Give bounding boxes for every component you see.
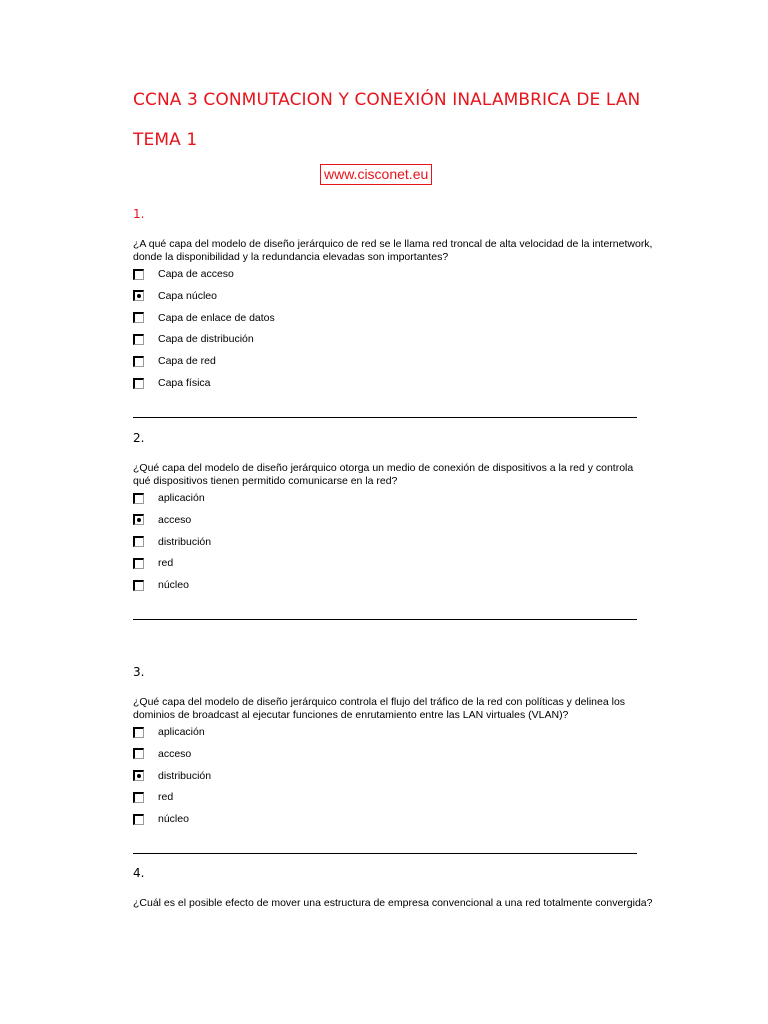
question-divider [133, 417, 637, 418]
radio-unselected-icon[interactable] [133, 378, 144, 389]
question-text: ¿A qué capa del modelo de diseño jerárquico de red se le llama red troncal de alta velocidad de la internetwork, donde la disponibilidad y la redundancia elevadas son importantes? [133, 238, 653, 263]
website-link[interactable]: www.cisconet.eu [320, 164, 432, 185]
answer-option[interactable] [133, 769, 211, 783]
radio-unselected-icon[interactable] [133, 558, 144, 569]
question-text: ¿Cuál es el posible efecto de mover una estructura de empresa convencional a una red totalmente convergida? [133, 897, 653, 909]
question-number: 2. [133, 431, 145, 445]
radio-unselected-icon[interactable] [133, 814, 144, 825]
radio-unselected-icon[interactable] [133, 580, 144, 591]
radio-unselected-icon[interactable] [133, 792, 144, 803]
answer-option[interactable] [133, 725, 205, 739]
radio-selected-icon[interactable] [133, 514, 144, 525]
answer-option-label: acceso [158, 513, 192, 526]
answer-option[interactable] [133, 267, 234, 281]
question-divider [133, 619, 637, 620]
answer-option[interactable] [133, 354, 216, 368]
answer-option[interactable] [133, 535, 211, 549]
answer-option-label: aplicación [158, 726, 205, 738]
answer-option-label: Capa física [158, 377, 211, 389]
radio-unselected-icon[interactable] [133, 493, 144, 504]
radio-selected-icon[interactable] [133, 770, 144, 781]
answer-option-label: núcleo [158, 579, 189, 592]
question-text: ¿Qué capa del modelo de diseño jerárquico controla el flujo del tráfico de la red con políticas y delinea los dominios de broadcast al ejecutar funciones de enrutamiento entre las LAN virtuales (VLAN)? [133, 696, 626, 721]
answer-option[interactable] [133, 812, 189, 826]
answer-option-label: Capa de acceso [158, 268, 234, 280]
document-subtitle: TEMA 1 [133, 130, 198, 150]
answer-option[interactable] [133, 790, 173, 804]
question-number: 3. [133, 665, 145, 679]
radio-unselected-icon[interactable] [133, 334, 144, 345]
answer-option[interactable] [133, 491, 205, 505]
answer-option[interactable] [133, 289, 217, 303]
answer-option[interactable] [133, 556, 173, 570]
answer-option-label: Capa de red [158, 355, 216, 368]
answer-option[interactable] [133, 578, 189, 592]
answer-option[interactable] [133, 747, 191, 761]
answer-option-label: red [158, 557, 174, 570]
answer-option-label: núcleo [158, 813, 189, 826]
answer-option-label: distribución [158, 535, 212, 548]
question-number: 4. [133, 866, 145, 880]
answer-option-label: Capa de enlace de datos [158, 311, 275, 324]
radio-unselected-icon[interactable] [133, 748, 144, 759]
radio-unselected-icon[interactable] [133, 727, 144, 738]
answer-option[interactable] [133, 332, 254, 346]
answer-option-label: Capa de distribución [158, 333, 254, 346]
question-divider [133, 853, 637, 854]
answer-option[interactable] [133, 513, 191, 527]
question-text: ¿Qué capa del modelo de diseño jerárquico otorga un medio de conexión de dispositivos a la red y controla qué dispositivos tienen permitido comunicarse en la red? [133, 462, 634, 487]
answer-option-label: aplicación [158, 492, 205, 504]
radio-unselected-icon[interactable] [133, 536, 144, 547]
document-title: CCNA 3 CONMUTACION Y CONEXIÓN INALAMBRICA DE LAN [133, 90, 641, 110]
radio-selected-icon[interactable] [133, 290, 144, 301]
answer-option-label: Capa núcleo [158, 289, 217, 302]
question-number: 1. [133, 207, 145, 221]
radio-unselected-icon[interactable] [133, 312, 144, 323]
answer-option-label: red [158, 791, 174, 804]
answer-option-label: distribución [158, 769, 212, 782]
radio-unselected-icon[interactable] [133, 356, 144, 367]
answer-option[interactable] [133, 376, 211, 390]
radio-unselected-icon[interactable] [133, 269, 144, 280]
answer-option[interactable] [133, 311, 275, 325]
answer-option-label: acceso [158, 747, 192, 760]
